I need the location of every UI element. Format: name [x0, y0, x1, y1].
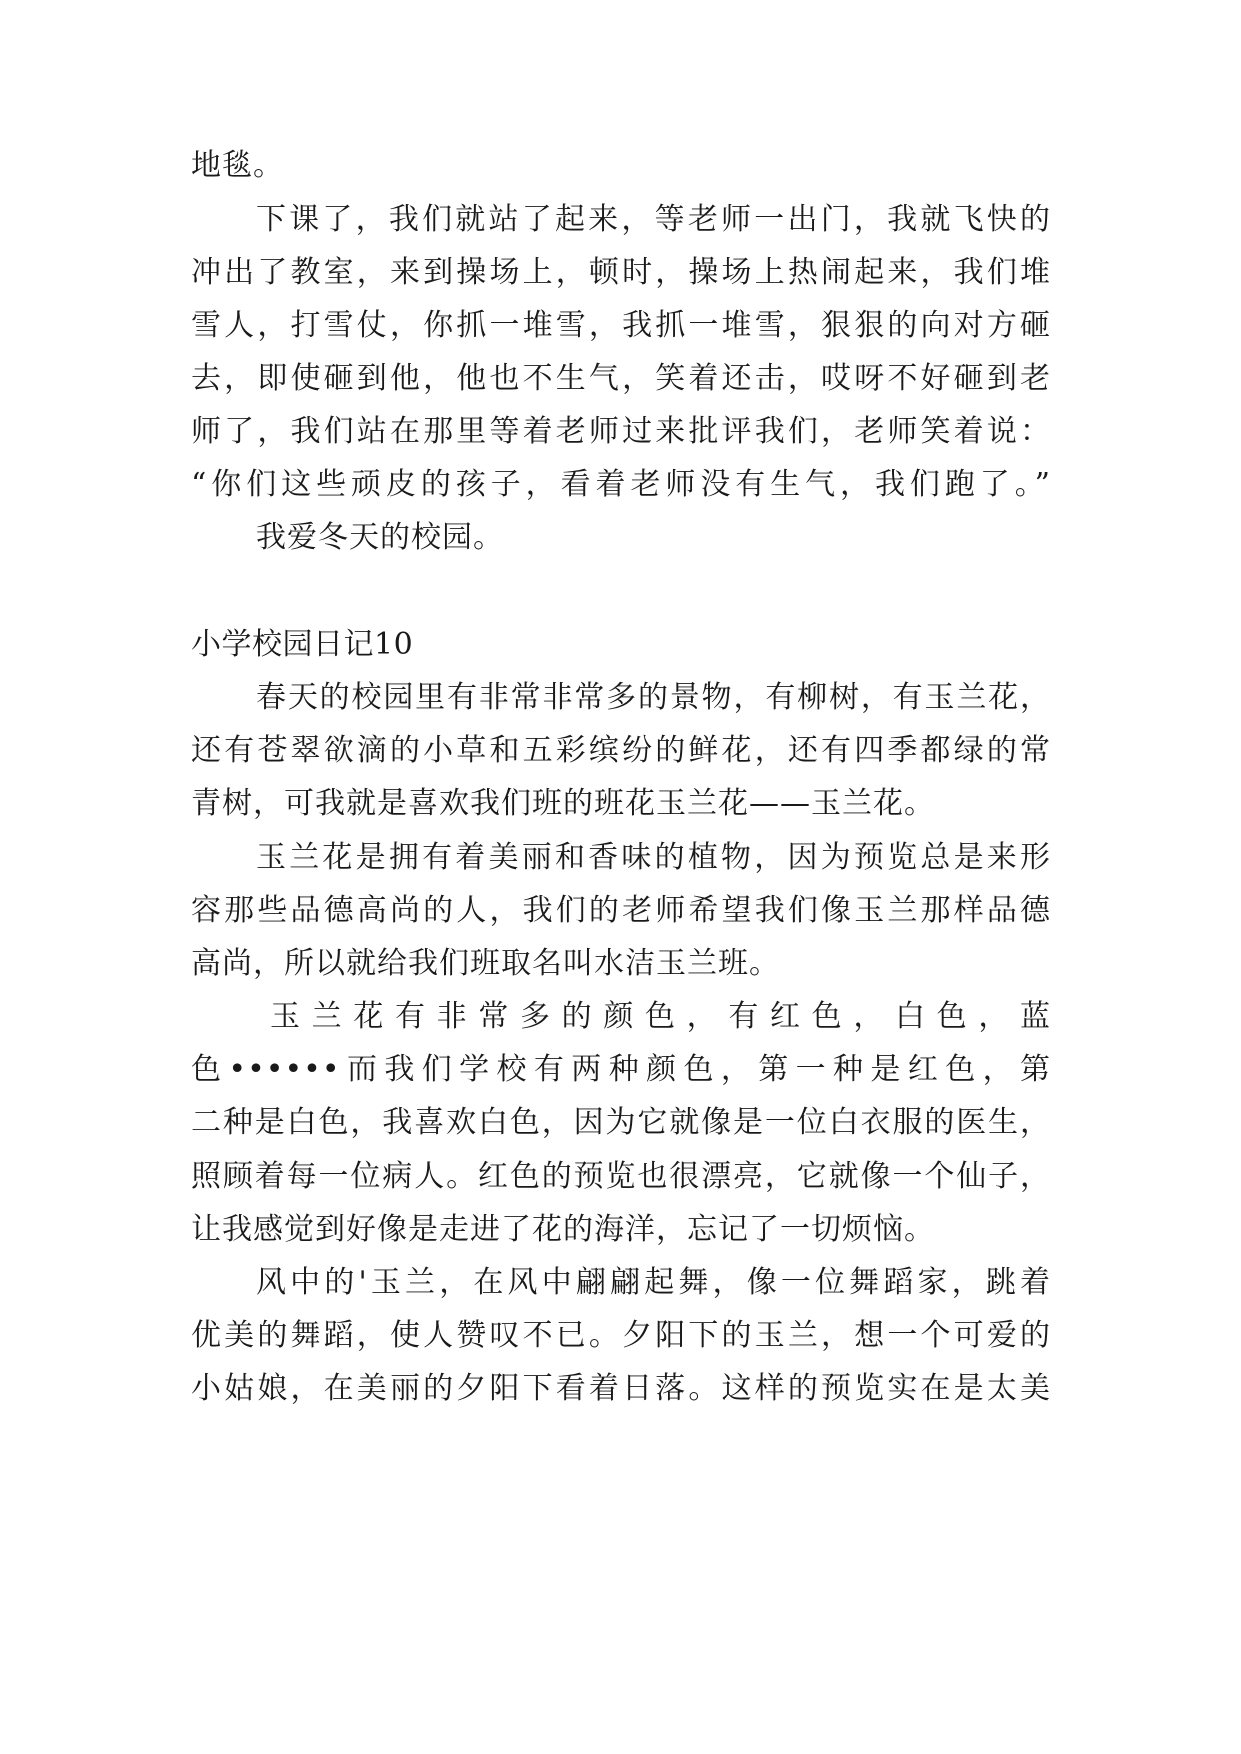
text-line: 高尚，所以就给我们班取名叫水洁玉兰班。	[191, 946, 780, 981]
text-line: “你们这些顽皮的孩子，看着老师没有生气，我们跑了。”	[191, 467, 1051, 502]
text-line: 冲出了教室，来到操场上，顿时，操场上热闹起来，我们堆	[191, 255, 1051, 290]
text-line: 玉兰花有非常多的颜色，有红色，白色，蓝	[270, 999, 1051, 1034]
text-line: 优美的舞蹈，使人赞叹不已。夕阳下的玉兰，想一个可爱的	[191, 1318, 1051, 1353]
text-line: 二种是白色，我喜欢白色，因为它就像是一位白衣服的医生，	[191, 1105, 1051, 1140]
text-line: 师了，我们站在那里等着老师过来批评我们，老师笑着说：	[191, 414, 1051, 449]
text-line: 让我感觉到好像是走进了花的海洋，忘记了一切烦恼。	[191, 1212, 935, 1247]
text-line: 去，即使砸到他，他也不生气，笑着还击，哎呀不好砸到老	[191, 361, 1051, 396]
text-line: 我爱冬天的校园。	[256, 520, 504, 555]
text-line: 青树，可我就是喜欢我们班的班花玉兰花——玉兰花。	[191, 786, 935, 821]
text-line: 容那些品德高尚的人，我们的老师希望我们像玉兰那样品德	[191, 893, 1051, 928]
section-heading: 小学校园日记10	[191, 627, 414, 662]
text-line: 雪人，打雪仗，你抓一堆雪，我抓一堆雪，狠狠的向对方砸	[191, 308, 1051, 343]
text-line: 玉兰花是拥有着美丽和香味的植物，因为预览总是来形	[256, 840, 1051, 875]
text-line: 还有苍翠欲滴的小草和五彩缤纷的鲜花，还有四季都绿的常	[191, 733, 1051, 768]
text-line: 小姑娘，在美丽的夕阳下看着日落。这样的预览实在是太美	[191, 1371, 1051, 1406]
text-line: 地毯。	[191, 148, 284, 183]
text-line: 春天的校园里有非常非常多的景物，有柳树，有玉兰花，	[256, 680, 1051, 715]
text-line: 风中的'玉兰，在风中翩翩起舞，像一位舞蹈家，跳着	[256, 1265, 1051, 1300]
text-line: 下课了，我们就站了起来，等老师一出门，我就飞快的	[256, 202, 1051, 237]
text-line: 照顾着每一位病人。红色的预览也很漂亮，它就像一个仙子，	[191, 1159, 1051, 1194]
text-line: 色••••••而我们学校有两种颜色，第一种是红色，第	[191, 1052, 1051, 1087]
